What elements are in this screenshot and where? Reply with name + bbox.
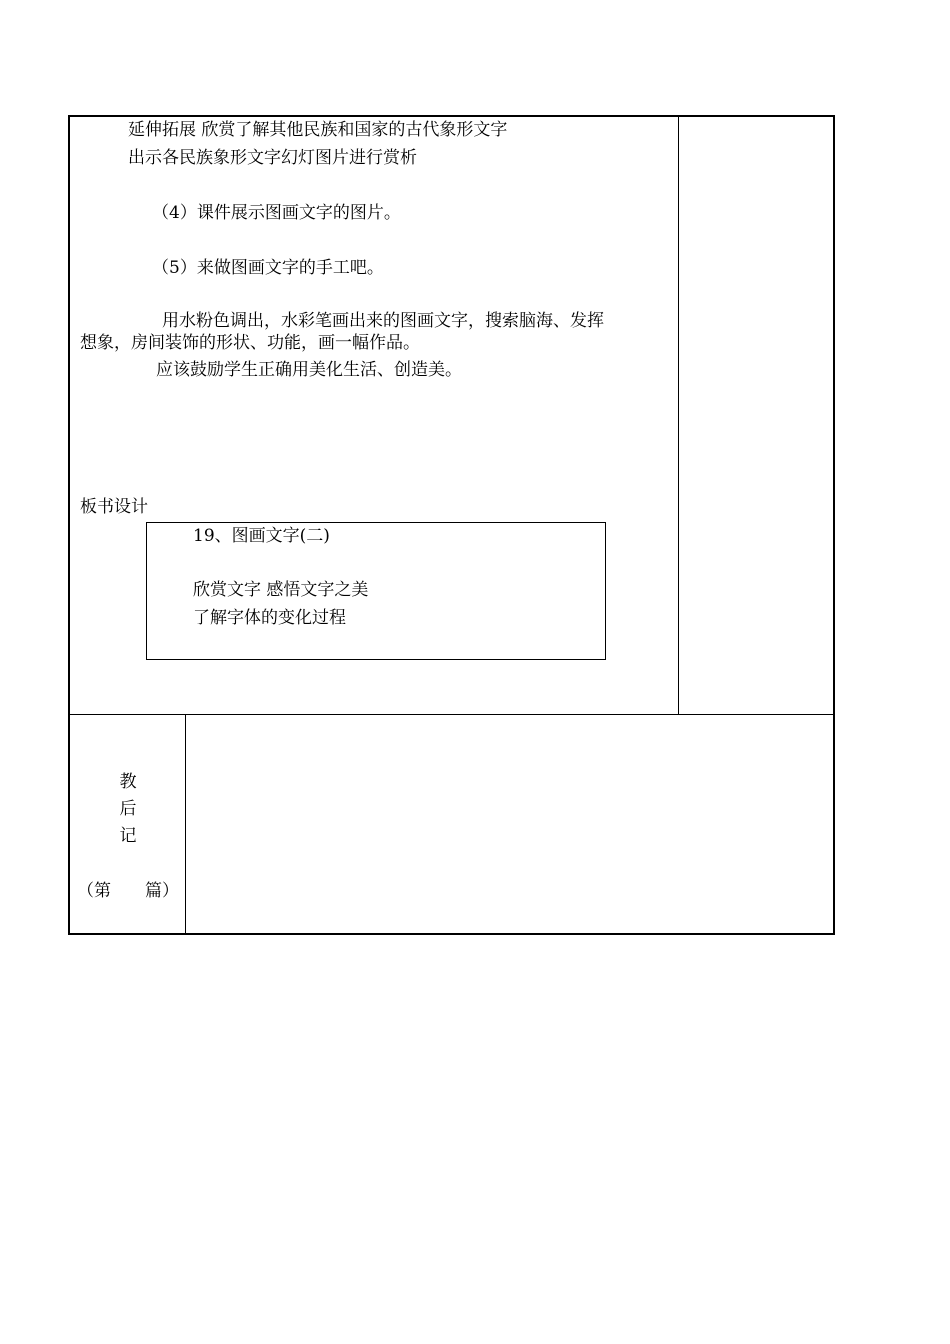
after-class-notes-label-cell — [70, 715, 186, 933]
board-design-label: 板书设计 — [80, 497, 148, 517]
teaching-notes-side-cell — [679, 117, 833, 714]
encourage-line: 应该鼓励学生正确用美化生活、创造美。 — [156, 360, 462, 380]
show-slides-line: 出示各民族象形文字幻灯图片进行赏析 — [128, 148, 417, 168]
notes-label-char-1: 教 — [119, 772, 137, 792]
extension-line: 延伸拓展 欣赏了解其他民族和国家的古代象形文字 — [128, 120, 508, 140]
teaching-process-row — [70, 117, 833, 715]
step-4-line: （4）课件展示图画文字的图片。 — [152, 203, 401, 223]
board-point-2: 了解字体的变化过程 — [193, 608, 346, 628]
board-title: 19、图画文字(二) — [193, 526, 330, 546]
paragraph-line-1: 用水粉色调出，水彩笔画出来的图画文字，搜索脑海、发挥 — [162, 311, 604, 331]
step-5-line: （5）来做图画文字的手工吧。 — [152, 258, 384, 278]
teaching-process-cell — [70, 117, 679, 714]
paragraph-line-2: 想象，房间装饰的形状、功能，画一幅作品。 — [80, 333, 420, 353]
board-design-box — [146, 522, 606, 660]
notes-label-char-3: 记 — [119, 826, 137, 846]
board-point-1: 欣赏文字 感悟文字之美 — [193, 580, 369, 600]
notes-label-char-2: 后 — [119, 799, 137, 819]
after-class-notes-row — [70, 715, 833, 933]
notes-piece-label: （第 篇） — [77, 881, 179, 901]
after-class-notes-content-cell — [186, 715, 833, 933]
lesson-plan-table — [68, 115, 835, 935]
